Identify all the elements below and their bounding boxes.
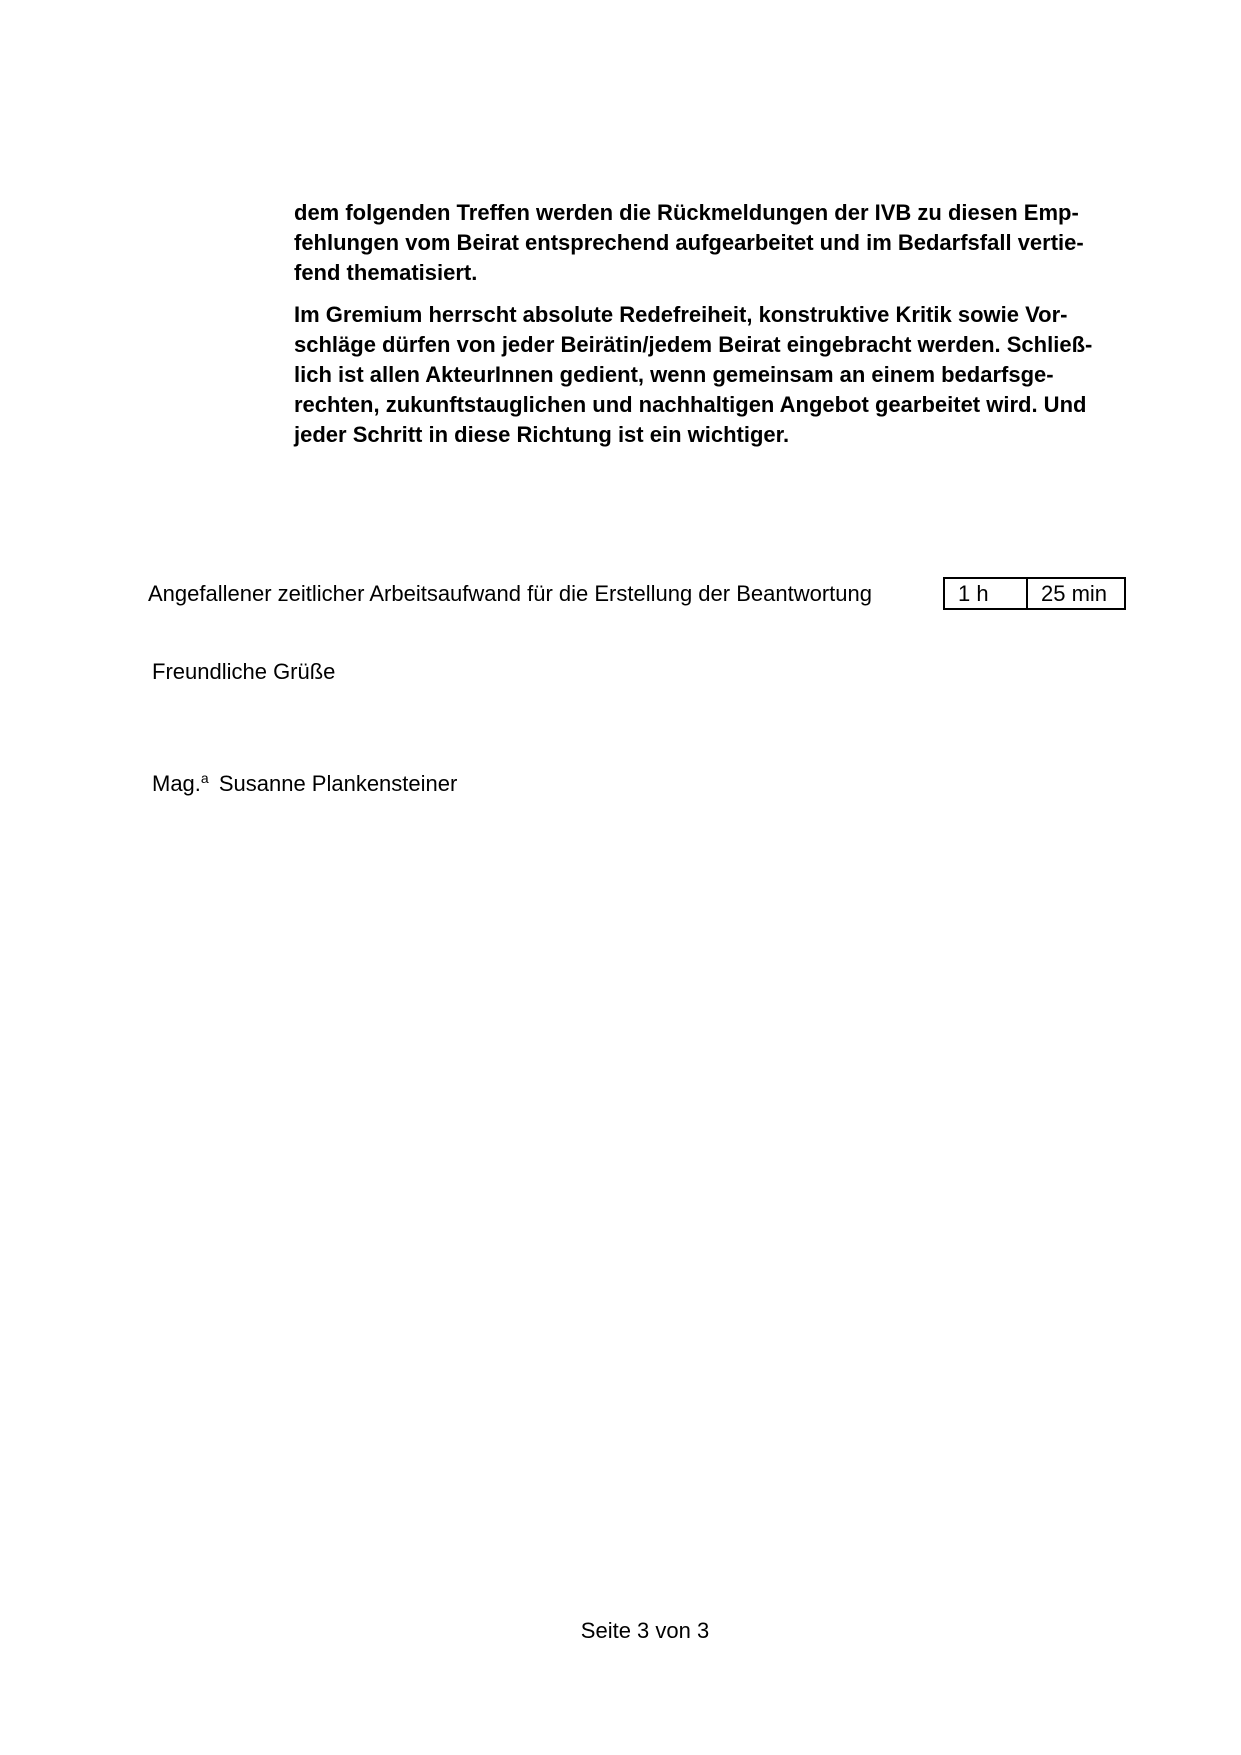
paragraph-line: schläge dürfen von jeder Beirätin/jedem Beirat eingebracht werden. Schließ- [294,332,1093,357]
effort-hours-cell: 1 h [958,580,989,606]
paragraph-line: jeder Schritt in diese Richtung ist ein wichtiger. [294,422,790,447]
signature-title: Mag. [152,771,201,796]
paragraph-line: fend thematisiert. [294,260,478,285]
letter-body [294,198,1139,462]
paragraph-line: dem folgenden Treffen werden die Rückmeldungen der IVB zu diesen Emp- [294,200,1079,225]
effort-row [0,577,1241,610]
effort-table [943,577,1126,610]
effort-minutes-cell: 25 min [1026,579,1124,608]
paragraph-line: fehlungen vom Beirat entsprechend aufgearbeitet und im Bedarfsfall vertie- [294,230,1084,255]
page-number-footer: Seite 3 von 3 [580,1618,710,1643]
paragraph-gremium [294,300,1139,450]
effort-label: Angefallener zeitlicher Arbeitsaufwand für die Erstellung der Beantwortung [148,580,872,606]
signature-name: Susanne Plankensteiner [212,771,458,796]
paragraph-followup-meetings [294,198,1139,288]
paragraph-line: lich ist allen AkteurInnen gedient, wenn gemeinsam an einem bedarfsge- [294,362,1054,387]
paragraph-line: Im Gremium herrscht absolute Redefreiheit, konstruktive Kritik sowie Vor- [294,302,1068,327]
signature-superscript: a [200,769,209,786]
closing-greeting: Freundliche Grüße [152,659,336,684]
paragraph-line: rechten, zukunftstauglichen und nachhaltigen Angebot gearbeitet wird. Und [294,392,1087,417]
signature-line [152,769,457,799]
